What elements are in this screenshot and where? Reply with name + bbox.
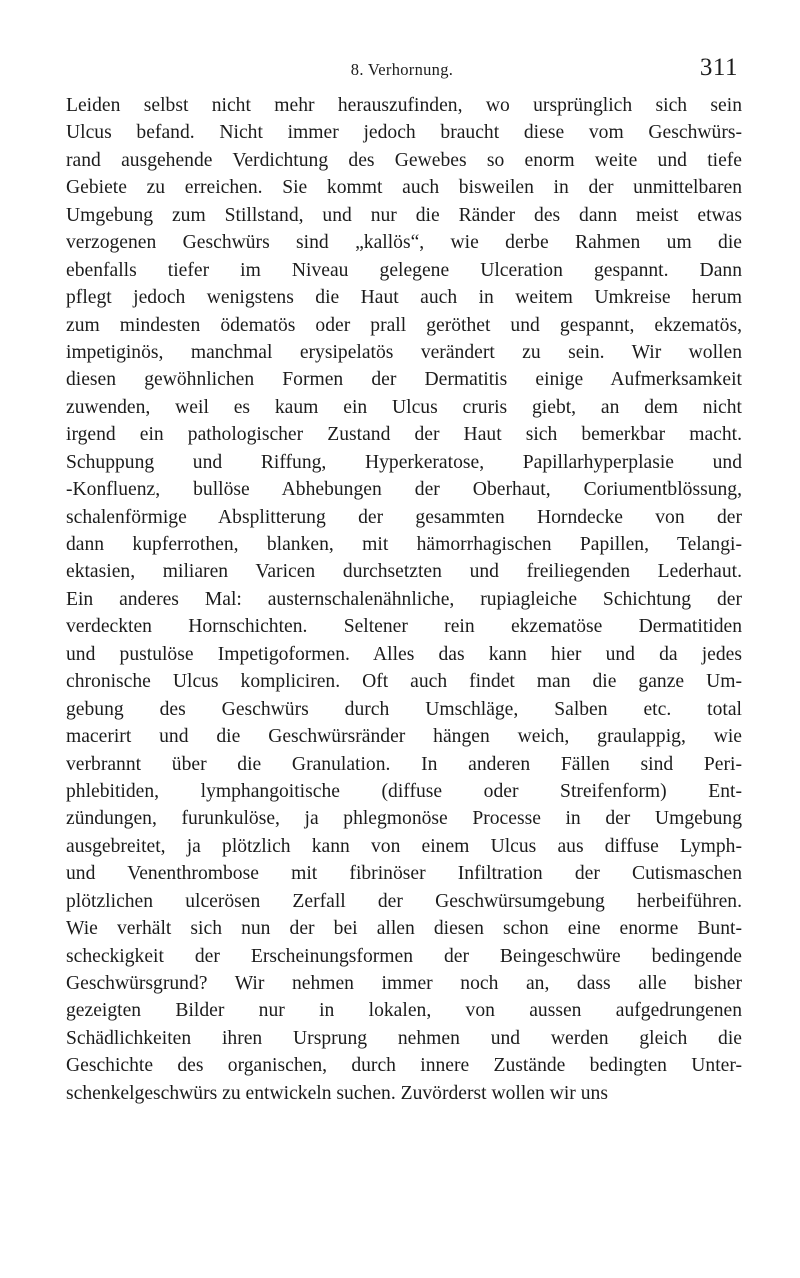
text-line: Ein anderes Mal: austernschalenähnliche, rupiagleiche Schichtung der: [66, 588, 742, 610]
text-line: verzogenen Geschwürs sind „kallös“, wie derbe Rahmen um die: [66, 232, 742, 254]
text-line: ebenfalls tiefer im Niveau gelegene Ulceration gespannt. Dann: [66, 259, 742, 281]
text-line: zuwenden, weil es kaum ein Ulcus cruris giebt, an dem nicht: [66, 396, 742, 418]
text-line: ausgebreitet, ja plötzlich kann von einem Ulcus aus diffuse Lymph-: [66, 835, 742, 857]
text-line: phlebitiden, lymphangoitische (diffuse oder Streifenform) Ent-: [66, 780, 742, 802]
text-line: rand ausgehende Verdichtung des Gewebes so enorm weite und tiefe: [66, 149, 742, 171]
text-line: Gebiete zu erreichen. Sie kommt auch bisweilen in der unmittelbaren: [66, 177, 742, 199]
page-number: 311: [699, 54, 738, 81]
text-line: verbrannt über die Granulation. In anderen Fällen sind Peri-: [66, 753, 742, 775]
body-text: [66, 92, 742, 1107]
text-line: Leiden selbst nicht mehr herauszufinden, wo ursprünglich sich sein: [66, 95, 742, 116]
text-line: scheckigkeit der Erscheinungsformen der Beingeschwüre bedingende: [66, 945, 742, 967]
text-line: zündungen, furunkulöse, ja phlegmonöse Processe in der Umgebung: [66, 808, 742, 830]
text-line: pflegt jedoch wenigstens die Haut auch in weitem Umkreise herum: [66, 287, 742, 309]
text-line: schalenförmige Absplitterung der gesammten Horndecke von der: [66, 506, 742, 528]
text-line: chronische Ulcus kompliciren. Oft auch findet man die ganze Um-: [66, 671, 742, 693]
text-line: diesen gewöhnlichen Formen der Dermatitis einige Aufmerksamkeit: [66, 369, 742, 391]
text-line: Wie verhält sich nun der bei allen diesen schon eine enorme Bunt-: [66, 918, 742, 940]
text-line: impetiginös, manchmal erysipelatös verändert zu sein. Wir wollen: [66, 341, 742, 363]
chapter-title: 8. Verhornung.: [350, 60, 454, 79]
text-line: ektasien, miliaren Varicen durchsetzten und freiliegenden Lederhaut.: [66, 561, 742, 583]
text-line: Geschwürsgrund? Wir nehmen immer noch an, dass alle bisher: [66, 973, 742, 994]
text-line: Geschichte des organischen, durch innere Zustände bedingten Unter-: [66, 1055, 742, 1077]
running-head: [66, 54, 738, 94]
text-line: und Venenthrombose mit fibrinöser Infiltration der Cutismaschen: [66, 863, 742, 885]
text-line: verdeckten Hornschichten. Seltener rein ekzematöse Dermatitiden: [66, 616, 742, 638]
text-line: dann kupferrothen, blanken, mit hämorrhagischen Papillen, Telangi-: [66, 534, 742, 555]
text-line: Schädlichkeiten ihren Ursprung nehmen und werden gleich die: [66, 1027, 742, 1049]
text-line: zum mindesten ödematös oder prall geröthet und gespannt, ekzematös,: [66, 314, 742, 336]
text-line: Ulcus befand. Nicht immer jedoch braucht diese vom Geschwürs-: [66, 122, 742, 144]
text-line: gezeigten Bilder nur in lokalen, von aussen aufgedrungenen: [66, 1000, 742, 1022]
text-line: Schuppung und Riffung, Hyperkeratose, Papillarhyperplasie und: [66, 451, 742, 473]
text-line: plötzlichen ulcerösen Zerfall der Geschwürsumgebung herbeiführen.: [66, 890, 742, 912]
text-line: macerirt und die Geschwürsränder hängen weich, graulappig, wie: [66, 726, 742, 748]
text-line: und pustulöse Impetigoformen. Alles das kann hier und da jedes: [66, 643, 742, 665]
text-line: irgend ein pathologischer Zustand der Haut sich bemerkbar macht.: [66, 424, 742, 446]
text-line: schenkelgeschwürs zu entwickeln suchen. Zuvörderst wollen wir uns: [66, 1082, 608, 1104]
text-line: gebung des Geschwürs durch Umschläge, Salben etc. total: [66, 698, 742, 720]
text-line: -Konfluenz, bullöse Abhebungen der Oberhaut, Coriumentblössung,: [66, 479, 742, 501]
text-line: Umgebung zum Stillstand, und nur die Ränder des dann meist etwas: [66, 204, 742, 226]
